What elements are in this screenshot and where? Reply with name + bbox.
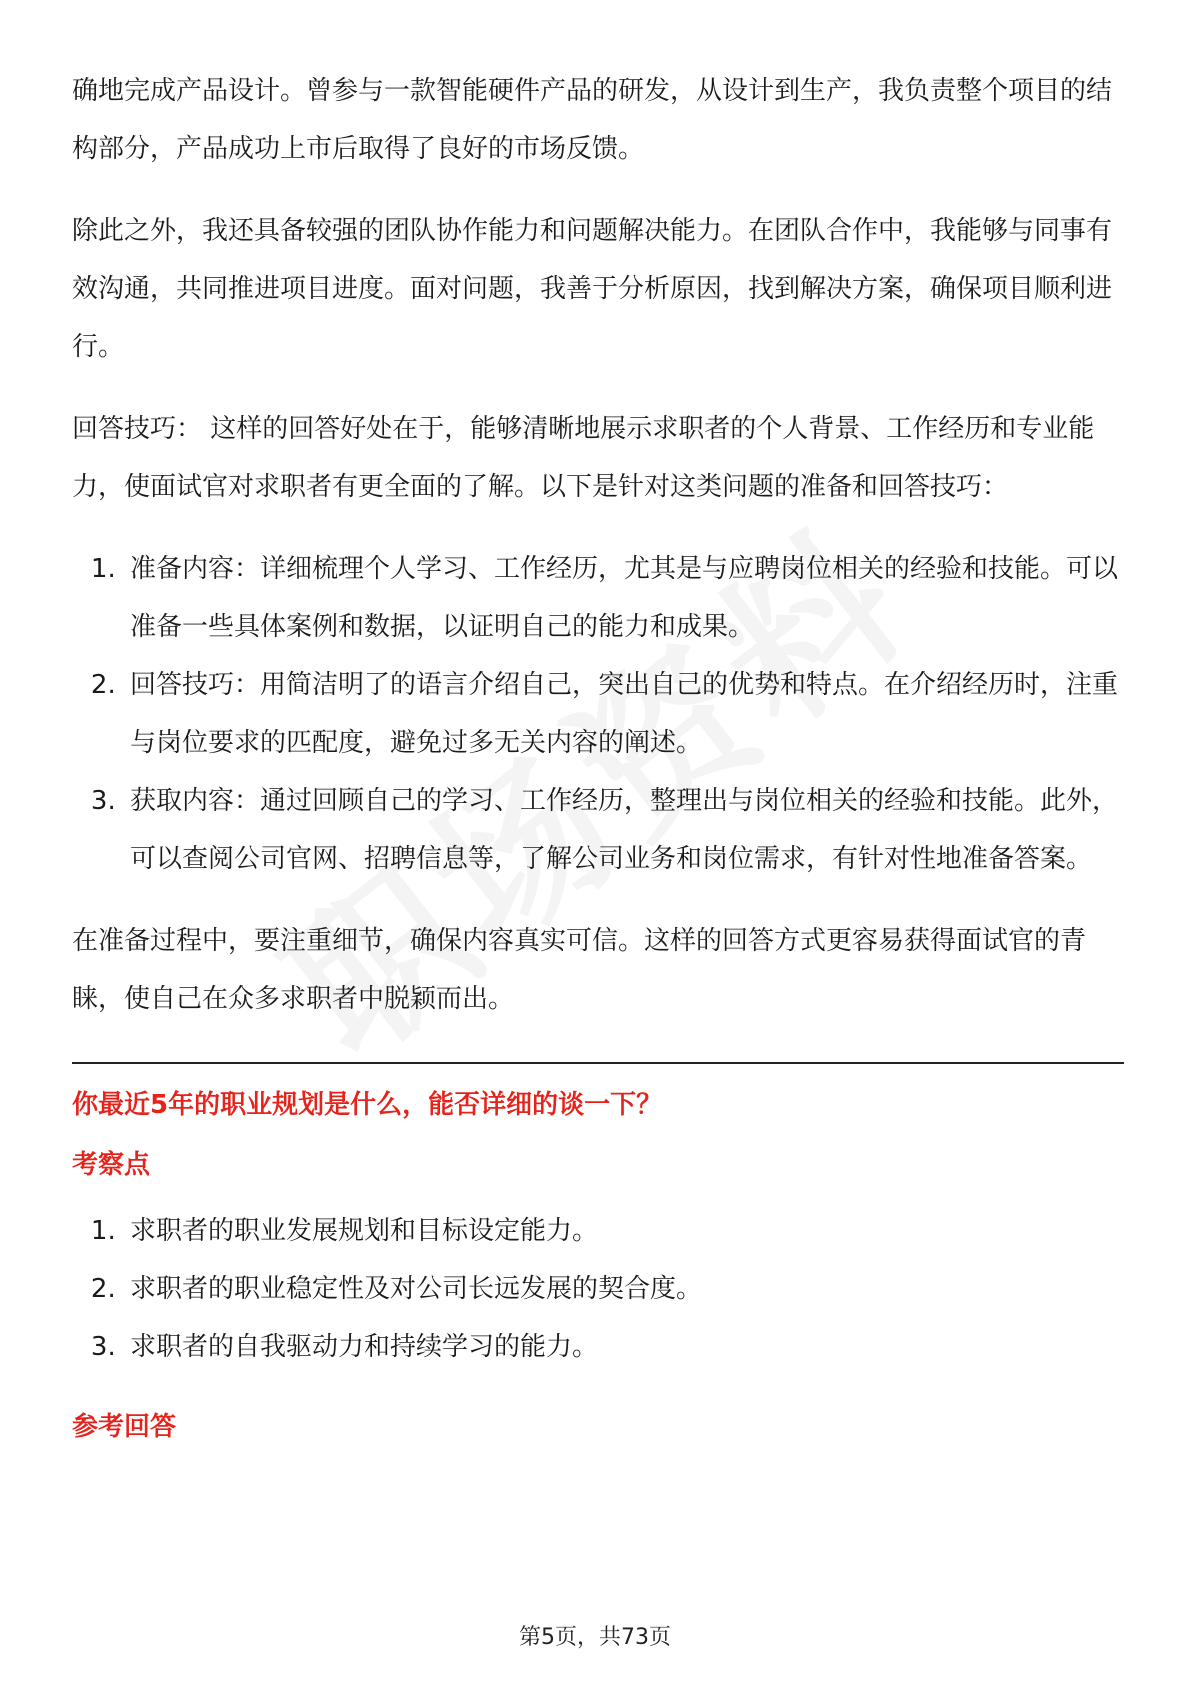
reference-answer-heading: 参考回答 [72,1412,177,1442]
question-heading: 你最近5年的职业规划是什么，能否详细的谈一下？ [72,1090,663,1120]
list-item: 2. 回答技巧：用简洁明了的语言介绍自己，突出自己的优势和特点。在介绍经历时，注重与岗位要求的匹配度，避免过多无关内容的阐述。 [124,656,1124,772]
list-item: 1. 准备内容：详细梳理个人学习、工作经历，尤其是与应聘岗位相关的经验和技能。可以准备一些具体案例和数据，以证明自己的能力和成果。 [124,540,1124,656]
page-footer: 第5页，共73页 [519,1625,671,1650]
content-body [72,62,1124,1464]
closing-paragraph: 在准备过程中，要注重细节，确保内容真实可信。这样的回答方式更容易获得面试官的青睐，使自己在众多求职者中脱颖而出。 [72,926,1087,1014]
paragraph-teamwork: 除此之外，我还具备较强的团队协作能力和问题解决能力。在团队合作中，我能够与同事有效沟通，共同推进项目进度。面对问题，我善于分析原因，找到解决方案，确保项目顺利进行。 [72,216,1113,362]
list-item: 2. 求职者的职业稳定性及对公司长远发展的契合度。 [124,1260,1124,1318]
list-item: 3. 求职者的自我驱动力和持续学习的能力。 [124,1318,1124,1376]
tips-list [72,540,1124,888]
paragraph-answer-tips: 回答技巧： 这样的回答好处在于，能够清晰地展示求职者的个人背景、工作经历和专业能力，使面试官对求职者有更全面的了解。以下是针对这类问题的准备和回答技巧： [72,414,1095,502]
section-divider [72,1062,1124,1064]
list-item: 3. 获取内容：通过回顾自己的学习、工作经历，整理出与岗位相关的经验和技能。此外，可以查阅公司官网、招聘信息等，了解公司业务和岗位需求，有针对性地准备答案。 [124,772,1124,888]
list-item: 1. 求职者的职业发展规划和目标设定能力。 [124,1202,1124,1260]
examination-heading: 考察点 [72,1150,151,1180]
paragraph-experience: 确地完成产品设计。曾参与一款智能硬件产品的研发，从设计到生产，我负责整个项目的结构部分，产品成功上市后取得了良好的市场反馈。 [72,76,1113,164]
examination-points-list [72,1202,1124,1376]
